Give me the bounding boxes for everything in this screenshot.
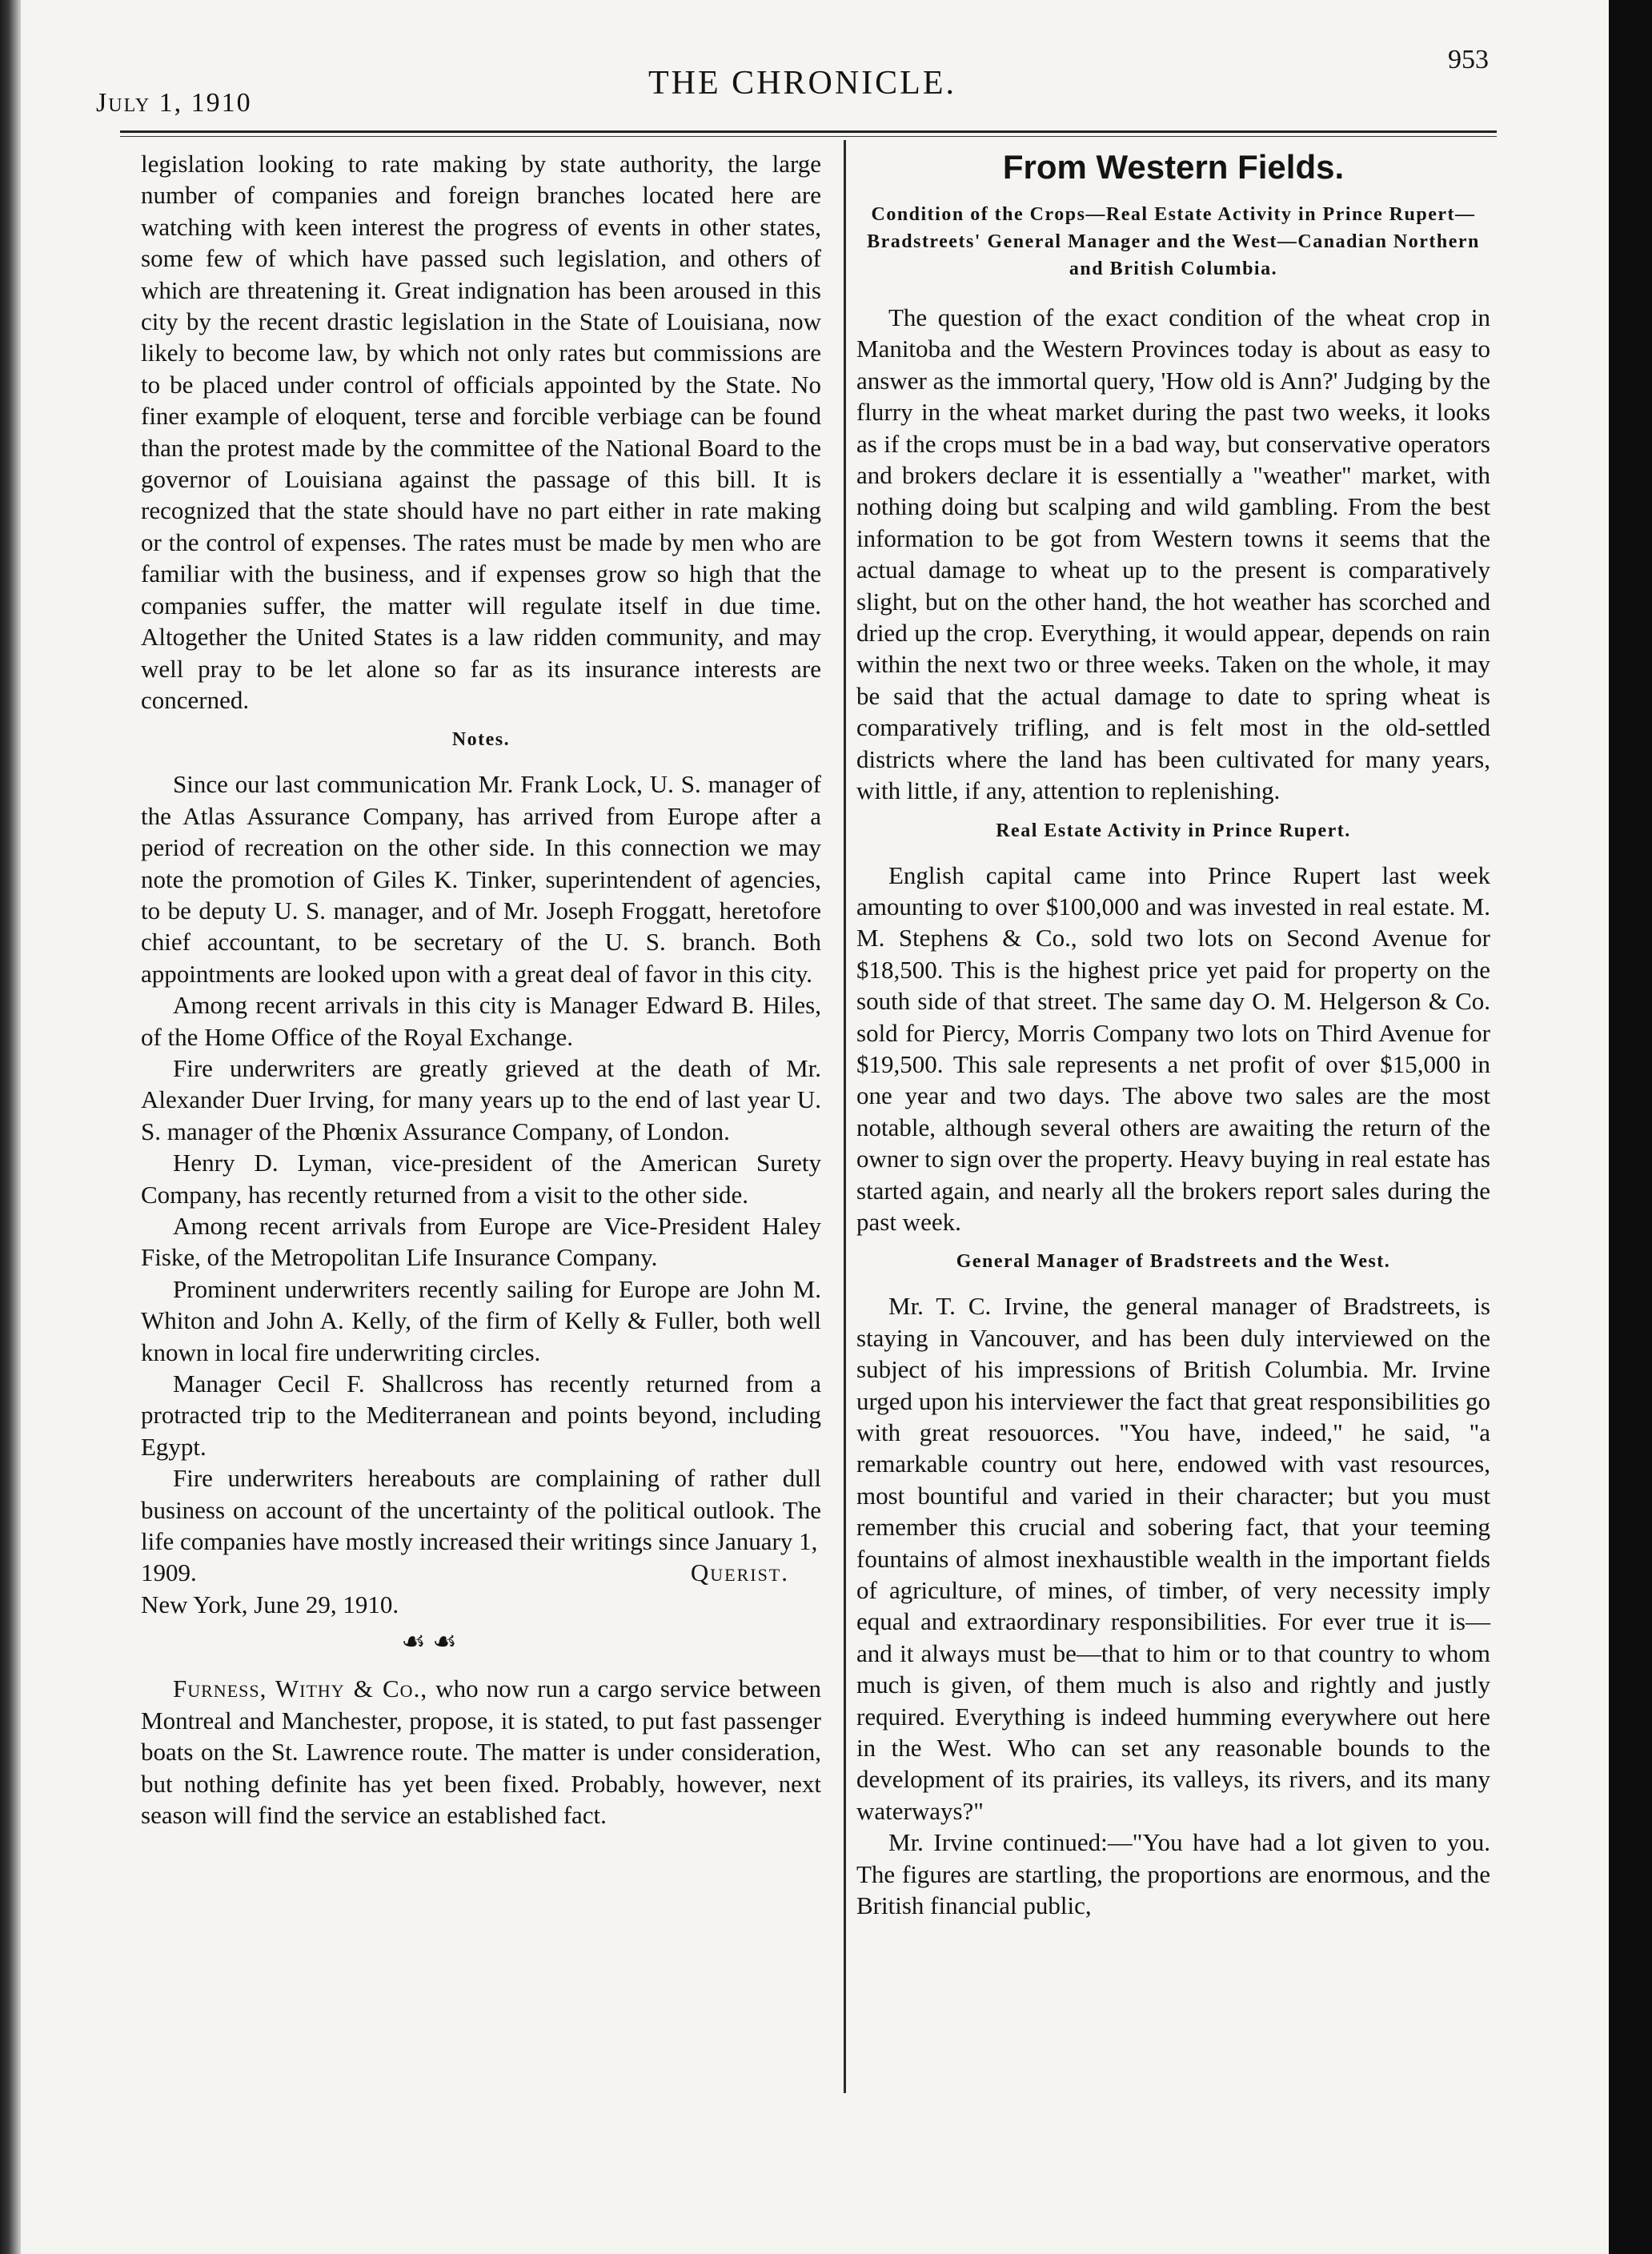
right-column: [856, 148, 1490, 1922]
header-rule: [120, 130, 1497, 133]
note-paragraph: Fire underwriters are greatly grieved at the death of Mr. Alexander Duer Irving, for many years up to the end of last year U. S. manager of the Phœnix Assurance Company, of London.: [141, 1053, 821, 1145]
irvine-continued-paragraph: Mr. Irvine continued:—"You have had a lot given to you. The figures are startling, the proportions are enormous, and the British financial public,: [856, 1828, 1490, 1920]
article-title: From Western Fields.: [1002, 148, 1345, 186]
signature-row: [141, 1557, 821, 1588]
dateline: New York, June 29, 1910.: [141, 1590, 399, 1618]
signature: Querist.: [690, 1558, 789, 1587]
furness-paragraph: [141, 1673, 821, 1831]
article-subtitle: Condition of the Crops—Real Estate Activity in Prince Rupert—Bradstreets' General Manager and the West—Canadian Northern and British Columbia.: [867, 204, 1480, 279]
crops-paragraph: The question of the exact condition of the wheat crop in Manitoba and the Western Provinces today is about as easy to answer as the immortal query, 'How old is Ann?' Judging by the flurry in the wheat market during the past two weeks, it looks as if the crops must be in a bad way, but conservative operators and brokers declare it is essentially a "weather" market, with nothing doing but scalping and wild gambling. From the best information to be got from Western towns it seems that the actual damage to wheat up to the present is comparatively slight, but on the other hand, the hot weather has scorched and dried up the crop. Everything, it would appear, depends on rain within the next two or three weeks. Taken on the whole, it may be said that the actual damage to date to spring wheat is comparatively trifling, and is felt most in the old-settled districts where the land has been cultivated for many years, with little, if any, attention to replenishing.: [856, 303, 1490, 805]
note-paragraph: Prominent underwriters recently sailing for Europe are John M. Whiton and John A. Kelly, of the firm of Kelly & Fuller, both well known in local fire underwriting circles.: [141, 1274, 821, 1366]
publication-title: THE CHRONICLE.: [648, 65, 956, 102]
intro-paragraph: legislation looking to rate making by state authority, the large number of companies and foreign branches located here are watching with keen interest the progress of events in other states, some few of which have passed such legislation, and others of which are threatening it. Great indignation has been aroused in this city by the recent drastic legislation in the State of Louisiana, now likely to become law, by which not only rates but commissions are to be placed under control of officials appointed by the State. No finer example of eloquent, terse and forcible verbiage can be found than the protest made by the committee of the National Board to the governor of Louisiana against the passage of this bill. It is recognized that the state should have no part either in rate making or the control of expenses. The rates must be made by men who are familiar with the business, and if expenses grow so high that the companies suffer, the matter will regulate itself in due time. Altogether the United States is a law ridden community, and may well pray to be let alone so far as its insurance interests are concerned.: [141, 150, 821, 714]
notes-year: 1909.: [141, 1558, 197, 1587]
column-divider: [844, 140, 846, 2093]
note-paragraph: Fire underwriters hereabouts are complaining of rather dull business on account of the uncertainty of the political outlook. The life companies have mostly increased their writings since January 1,: [141, 1464, 821, 1556]
real-estate-heading: Real Estate Activity in Prince Rupert.: [996, 820, 1351, 841]
note-paragraph: Henry D. Lyman, vice-president of the American Surety Company, has recently returned from a visit to the other side.: [141, 1149, 821, 1209]
note-paragraph: Since our last communication Mr. Frank Lock, U. S. manager of the Atlas Assurance Company, has arrived from Europe after a period of recreation on the other side. In this connection we may note the promotion of Giles K. Tinker, superintendent of agencies, to be deputy U. S. manager, and of Mr. Joseph Froggatt, heretofore chief accountant, to be secretary of the U. S. branch. Both appointments are looked upon with a great deal of favor in this city.: [141, 770, 821, 988]
note-paragraph: Among recent arrivals from Europe are Vice-President Haley Fiske, of the Metropolitan Life Insurance Company.: [141, 1212, 821, 1272]
bradstreets-heading: General Manager of Bradstreets and the West.: [956, 1251, 1391, 1273]
real-estate-paragraph: English capital came into Prince Rupert last week amounting to over $100,000 and was invested in real estate. M. M. Stephens & Co., sold two lots on Second Avenue for $18,500. This is the highest price yet paid for property on the south side of that street. The same day O. M. Helgerson & Co. sold for Piercy, Morris Company two lots on Third Avenue for $19,500. This sale represents a net profit of over $15,000 in one year and two days. The above two sales are the most notable, although several others are awaiting the return of the owner to sign over the property. Heavy buying in real estate has started again, and nearly all the brokers report sales during the past week.: [856, 860, 1490, 1236]
left-column: [141, 148, 821, 1831]
ornament-dingbat: ☙ ☙: [401, 1627, 457, 1658]
furness-lead: Furness, Withy & Co.,: [173, 1674, 428, 1703]
page-number: 953: [1448, 45, 1489, 74]
issue-date: July 1, 1910: [96, 88, 252, 118]
header-rule-thin: [120, 136, 1497, 137]
book-spine-shadow: [0, 0, 21, 2254]
notes-heading: Notes.: [451, 729, 511, 751]
scan-edge-shadow: [1609, 0, 1652, 2254]
note-paragraph: Manager Cecil F. Shallcross has recently returned from a protracted trip to the Mediterranean and points beyond, including Egypt.: [141, 1370, 821, 1461]
page-header: [96, 45, 1489, 125]
furness-rest: who now run a cargo service between Montreal and Manchester, propose, it is stated, to put fast passenger boats on the St. Lawrence route. The matter is under consideration, but nothing definite has yet been fixed. Probably, however, next season will find the service an established fact.: [141, 1674, 821, 1829]
note-paragraph: Among recent arrivals in this city is Manager Edward B. Hiles, of the Home Office of the Royal Exchange.: [141, 991, 821, 1051]
bradstreets-paragraph: Mr. T. C. Irvine, the general manager of Bradstreets, is staying in Vancouver, and has been duly interviewed on the subject of his impressions of British Columbia. Mr. Irvine urged upon his interviewer the fact that great responsibilities go with great resouorces. "You have, indeed," he said, "a remarkable country out here, endowed with vast resources, most bountiful and varied in their character; but you must remember this crucial and sobering fact, that your teeming fountains of almost inexhaustible wealth in the important fields of agriculture, of mines, of timber, of very necessity imply equal and extraordinary responsibilities. For ever true it is—and it always must be—that to him or to that country to whom much is given, of them much is also and rightly and justly required. Everything is indeed humming everywhere out here in the West. Who can set any reasonable bounds to the development of its prairies, its valleys, its rivers, and its many waterways?": [856, 1292, 1490, 1825]
